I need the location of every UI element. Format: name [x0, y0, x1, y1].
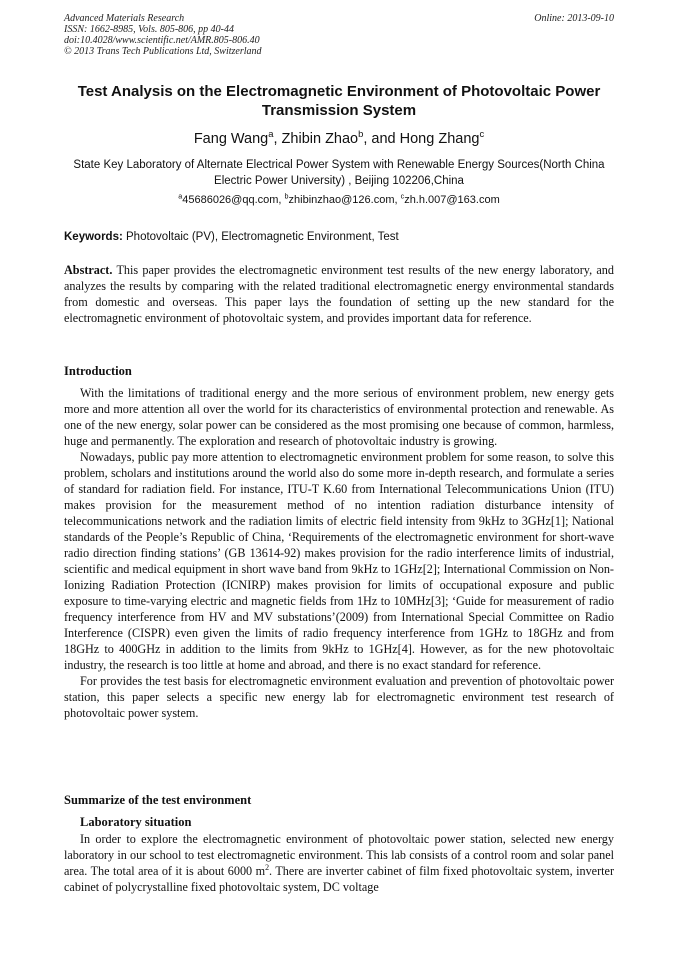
journal-doi: doi:10.4028/www.scientific.net/AMR.805-806.40 — [64, 35, 260, 46]
subsection-heading-laboratory: Laboratory situation — [80, 815, 192, 829]
abstract — [64, 262, 614, 326]
journal-header — [64, 13, 262, 57]
email-address: zhibinzhao@126.com — [288, 194, 395, 206]
superscript: 2 — [265, 862, 270, 872]
author-name: Hong Zhang — [399, 131, 480, 147]
author-line — [64, 130, 614, 148]
email-mark: b — [284, 192, 289, 201]
laboratory-body — [64, 831, 614, 895]
author-mark: b — [358, 128, 364, 140]
keywords — [64, 230, 614, 244]
section-heading-introduction: Introduction — [64, 364, 132, 378]
email-separator: , — [394, 194, 401, 206]
email-address: 45686026@qq.com — [182, 194, 279, 206]
section-heading-test-environment: Summarize of the test environment — [64, 793, 252, 807]
author-separator: , and — [363, 131, 400, 147]
email-mark: a — [178, 192, 183, 201]
keywords-text: Photovoltaic (PV), Electromagnetic Environment, Test — [126, 231, 399, 243]
author-mark: c — [479, 128, 485, 140]
author-separator: , — [273, 131, 282, 147]
online-date: Online: 2013-09-10 — [534, 13, 614, 24]
affiliation: State Key Laboratory of Alternate Electrical Power System with Renewable Energy Sources(North China Electric Power University) , Beijing 102206,China — [73, 159, 605, 187]
keywords-label: Keywords: — [64, 231, 123, 243]
email-address: zh.h.007@163.com — [404, 194, 500, 206]
journal-name: Advanced Materials Research — [64, 13, 185, 24]
author-mark: a — [268, 128, 274, 140]
abstract-label: Abstract. — [64, 263, 113, 277]
introduction-body — [64, 385, 614, 721]
paragraph — [64, 831, 614, 895]
paragraph-text: . There are inverter cabinet of film fixed photovoltaic system, inverter cabinet of polycrystalline fixed photovoltaic system, DC voltage — [64, 864, 614, 894]
paragraph-text: In order to explore the electromagnetic environment of photovoltaic power station, selected new energy laboratory in our school to test electromagnetic environment. This lab consists of a control room and solar panel area. The total area of it is about 6000 m — [64, 832, 614, 878]
email-line — [64, 193, 614, 207]
email-mark: c — [400, 192, 405, 201]
author-name: Zhibin Zhao — [281, 131, 359, 147]
paragraph: Nowadays, public pay more attention to electromagnetic environment problem for some reason, to solve this problem, scholars and institutions around the world also do some more in-depth research, and formulate a series of standard for radiation field. For instance, ITU-T K.60 from International Telecommunications Union (ITU) makes provision for the measurement method of no intention radiation disturbance intensity of telecommunications network and the radiation limits of electric field intensity from 9kHz to 3GHz[1]; National standards of the People’s Republic of China, ‘Requirements of the electromagnetic environment for short-wave radio direction finding stations’ (GB 13614-92) makes provision for the radio interference limits of industrial, scientific and medical equipment in short wave band from 9kHz to 1GHz[2]; International Commission on Non-Ionizing Radiation Protection (ICNIRP) makes provision for limits of occupational exposure and public exposure to time-varying electric and magnetic fields from 1Hz to 10MHz[3]; ‘Guide for measurement of radio frequency interference from HV and MV substations’(2009) from International Special Committee on Radio Interference (CISPR) even given the limits of radio frequency interference from 1GHz to 18GHz and from 18GHz to 400GHz in addition to the limits from 9kHz to 1GHz[4]. However, as for the new photovoltaic industry, the research is too little at home and abroad, and there is no exact standard for reference. — [64, 450, 614, 672]
journal-copyright: © 2013 Trans Tech Publications Ltd, Switzerland — [64, 46, 262, 57]
paragraph: For provides the test basis for electromagnetic environment evaluation and prevention of photovoltaic power station, this paper selects a specific new energy lab for electromagnetic environment test research of photovoltaic power system. — [64, 674, 614, 720]
paper-title: Test Analysis on the Electromagnetic Environment of Photovoltaic Power Transmission System — [77, 83, 601, 119]
author-name: Fang Wang — [193, 131, 269, 147]
paragraph: With the limitations of traditional energy and the more serious of environment problem, new energy gets more and more attention all over the world for its characteristics of environmental protection and renewable. As one of the new energy, solar power can be considered as the most promising one because of common, harmless, huge and permanently. The exploration and research of photovoltaic industry is growing. — [64, 386, 614, 448]
journal-issn: ISSN: 1662-8985, Vols. 805-806, pp 40-44 — [64, 24, 234, 35]
email-separator: , — [278, 194, 285, 206]
abstract-text: This paper provides the electromagnetic environment test results of the new energy laboratory, and analyzes the results by comparing with the related traditional electromagnetic energy environmental standards from domestic and overseas. This paper lays the foundation of setting up the new standard for the electromagnetic environment of photovoltaic system, and provides important data for reference. — [64, 263, 614, 325]
